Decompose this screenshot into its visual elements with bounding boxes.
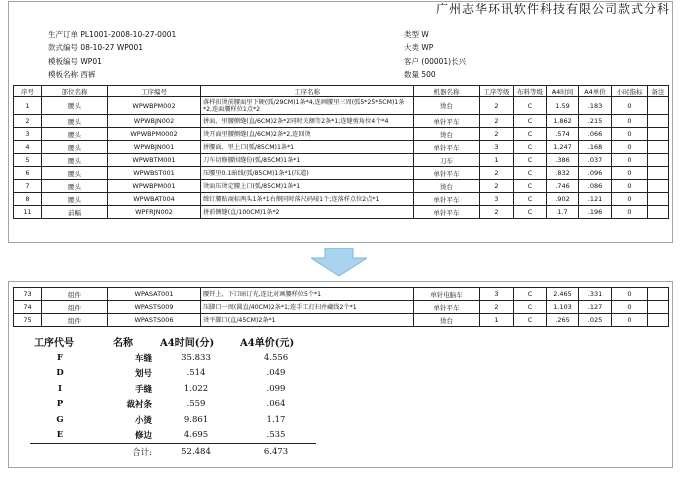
- summary-name: 车缝: [134, 353, 152, 364]
- cell-hour: 0: [612, 301, 648, 314]
- cell-time: 1.7: [547, 206, 579, 219]
- col-header: A4单价: [579, 86, 612, 97]
- col-header: 机器名称: [414, 86, 480, 97]
- cell-level: 2: [480, 128, 514, 141]
- cell-part: 腰头: [42, 141, 108, 154]
- cell-name: 烫开面里腰侧缝(直/6CM)2条*2,连回烫: [201, 128, 414, 141]
- cell-hour: 0: [612, 154, 648, 167]
- cell-fabric: C: [514, 167, 547, 180]
- cell-name: 腰钎上、下口暗订光,连比对画腰样位5个*1: [201, 288, 414, 301]
- cell-no: 1: [14, 97, 42, 115]
- cell-note: [648, 154, 669, 167]
- process-table-bottom: [13, 287, 669, 327]
- cell-level: 2: [480, 180, 514, 193]
- cell-time: .746: [547, 180, 579, 193]
- process-table-top: [13, 85, 669, 219]
- cell-hour: 0: [612, 206, 648, 219]
- cell-name: 拼前侧缝(直/100CM)1条*2: [201, 206, 414, 219]
- cell-code: WPWBJN002: [108, 115, 201, 128]
- cell-code: WPWBST001: [108, 167, 201, 180]
- cell-no: 75: [14, 314, 42, 327]
- cell-level: 1: [480, 314, 514, 327]
- summary-time: 35.833: [181, 352, 211, 363]
- cell-machine: 单针平车: [414, 141, 480, 154]
- table-row: [14, 141, 669, 154]
- cell-part: 腰头: [42, 180, 108, 193]
- summary-row: [30, 381, 316, 397]
- col-header: 工序等级: [480, 86, 514, 97]
- cell-name: 缉钉腰贴商标两头1条*1右侧同时落尺码唛1个;连落样点位2点*1: [201, 193, 414, 206]
- cell-part: 前幅: [42, 206, 108, 219]
- cell-no: 11: [14, 206, 42, 219]
- cell-price: .183: [579, 97, 612, 115]
- style-field: 款式编号 08-10-27 WP001: [48, 43, 144, 52]
- cell-machine: 烫台: [414, 180, 480, 193]
- cell-price: .066: [579, 128, 612, 141]
- summary-header: 工序代号: [34, 337, 74, 349]
- cell-code: WPASTS009: [108, 301, 201, 314]
- cell-machine: 烫台: [414, 97, 480, 115]
- cell-no: 5: [14, 154, 42, 167]
- cell-note: [648, 193, 669, 206]
- summary-code: E: [56, 430, 64, 441]
- total-label: 合计:: [90, 444, 156, 460]
- cell-price: .025: [579, 314, 612, 327]
- table-row: [14, 301, 669, 314]
- summary-row: [30, 350, 316, 366]
- down-arrow-icon: [311, 248, 367, 280]
- cell-price: .086: [579, 180, 612, 193]
- cell-time: .902: [547, 193, 579, 206]
- cell-fabric: C: [514, 97, 547, 115]
- summary-table: [30, 332, 316, 460]
- company-title: 广州志华环讯软件科技有限公司款式分科: [435, 2, 670, 16]
- cell-fabric: C: [514, 206, 547, 219]
- cell-hour: 0: [612, 288, 648, 301]
- cell-name: 拼腰面、里上口(弧/85CM)1条*1: [201, 141, 414, 154]
- summary-row: [30, 428, 316, 444]
- summary-time: .559: [186, 399, 206, 410]
- cell-time: 1.59: [547, 97, 579, 115]
- cell-name: 压脚口一周(圆直/40CM)2条*1;连手工打扫并藏线2个*1: [201, 301, 414, 314]
- cell-hour: 0: [612, 97, 648, 115]
- cell-price: .096: [579, 167, 612, 180]
- cell-hour: 0: [612, 128, 648, 141]
- col-header: 小时指标: [612, 86, 648, 97]
- summary-time: 9.861: [183, 414, 209, 425]
- cell-no: 8: [14, 193, 42, 206]
- summary-price: .099: [266, 383, 286, 394]
- cell-time: .574: [547, 128, 579, 141]
- cell-time: 1.103: [547, 301, 579, 314]
- summary-price: 1.17: [266, 414, 286, 425]
- cell-fabric: C: [514, 301, 547, 314]
- cell-fabric: C: [514, 288, 547, 301]
- cell-price: .196: [579, 206, 612, 219]
- cell-name: 压腰里0.1暗线(弧/85CM)1条*1(压道): [201, 167, 414, 180]
- cell-level: 3: [480, 193, 514, 206]
- col-header: 序号: [14, 86, 42, 97]
- cell-hour: 0: [612, 167, 648, 180]
- cell-name: 落样扣烫前腰面里下硬(弧/29CM)1条*4,连画腰里三周(弧5*25*5CM)1条*2,连面腰样位1点*2: [201, 97, 414, 115]
- cell-price: .127: [579, 301, 612, 314]
- cell-no: 73: [14, 288, 42, 301]
- cell-price: .037: [579, 154, 612, 167]
- summary-time: 1.022: [183, 383, 209, 394]
- cell-no: 3: [14, 128, 42, 141]
- cell-machine: 刀车: [414, 154, 480, 167]
- col-header: A4时间: [547, 86, 579, 97]
- cell-part: 腰头: [42, 167, 108, 180]
- table-row: [14, 193, 669, 206]
- cell-code: WPASTS006: [108, 314, 201, 327]
- cell-price: .121: [579, 193, 612, 206]
- total-price: 6.473: [236, 444, 316, 460]
- cell-part: 组件: [42, 288, 108, 301]
- summary-total-row: [30, 444, 316, 460]
- cell-hour: 0: [612, 314, 648, 327]
- cell-note: [648, 288, 669, 301]
- cell-code: WPFRJN002: [108, 206, 201, 219]
- cell-machine: 单针平车: [414, 206, 480, 219]
- cell-price: .215: [579, 115, 612, 128]
- cell-note: [648, 301, 669, 314]
- table-header-row: [14, 86, 669, 97]
- cell-level: 3: [480, 141, 514, 154]
- summary-row: [30, 412, 316, 428]
- col-header: 工序编号: [108, 86, 201, 97]
- summary-name: 修边: [134, 431, 152, 442]
- cell-note: [648, 115, 669, 128]
- cell-name: 拼面、里腰侧缝(直/6CM)2条*2同时关额等2条*1;连缝剪角位4个*4: [201, 115, 414, 128]
- col-header: 部位名称: [42, 86, 108, 97]
- table-row: [14, 154, 669, 167]
- cell-code: WPWBPM002: [108, 97, 201, 115]
- table-row: [14, 288, 669, 301]
- cell-machine: 单针电脑车: [414, 288, 480, 301]
- cell-fabric: C: [514, 193, 547, 206]
- cell-code: WPWBPM001: [108, 180, 201, 193]
- cell-price: .168: [579, 141, 612, 154]
- template-name-field: 模板名称 西裤: [48, 70, 96, 79]
- template-no-field: 模板编号 WP01: [48, 57, 102, 66]
- summary-price: .064: [266, 399, 286, 410]
- cell-time: 2.465: [547, 288, 579, 301]
- cell-machine: 单针平车: [414, 115, 480, 128]
- cell-machine: 烫台: [414, 128, 480, 141]
- cell-level: 2: [480, 97, 514, 115]
- cell-machine: 单针平车: [414, 193, 480, 206]
- cell-code: WPWBTM001: [108, 154, 201, 167]
- total-time: 52.484: [156, 444, 236, 460]
- cell-machine: 烫台: [414, 314, 480, 327]
- cell-part: 腰头: [42, 128, 108, 141]
- summary-header: A4时间(分): [160, 337, 215, 349]
- cell-fabric: C: [514, 141, 547, 154]
- cell-code: WPWBJN001: [108, 141, 201, 154]
- col-header: 工序名称: [201, 86, 414, 97]
- cell-no: 7: [14, 180, 42, 193]
- cell-note: [648, 128, 669, 141]
- summary-header: A4单价(元): [240, 337, 295, 349]
- table-row: [14, 206, 669, 219]
- cell-time: .386: [547, 154, 579, 167]
- cell-code: WPWBAT004: [108, 193, 201, 206]
- cell-name: 烫平脚口(直/45CM)2条*1: [201, 314, 414, 327]
- cell-part: 腰头: [42, 115, 108, 128]
- summary-name: 划号: [134, 369, 152, 380]
- table-row: [14, 128, 669, 141]
- summary-code: I: [58, 383, 62, 394]
- cell-fabric: C: [514, 180, 547, 193]
- order-field: 生产订单 PL1001-2008-10-27-0001: [48, 30, 177, 39]
- customer-field: 客户 (00001)长兴: [404, 57, 467, 66]
- summary-header: 名称: [113, 337, 133, 349]
- table-row: [14, 167, 669, 180]
- summary-code: G: [56, 414, 64, 425]
- cell-time: .832: [547, 167, 579, 180]
- cell-note: [648, 97, 669, 115]
- cell-time: .265: [547, 314, 579, 327]
- summary-price: .049: [266, 368, 286, 379]
- cell-note: [648, 314, 669, 327]
- cell-part: 腰头: [42, 193, 108, 206]
- cell-machine: 单针平车: [414, 301, 480, 314]
- summary-name: 小烫: [134, 415, 152, 426]
- cell-level: 2: [480, 115, 514, 128]
- cell-part: 腰头: [42, 154, 108, 167]
- cell-code: WPWBPM0002: [108, 128, 201, 141]
- summary-code: F: [56, 352, 64, 363]
- cell-part: 组件: [42, 314, 108, 327]
- cell-note: [648, 206, 669, 219]
- cell-note: [648, 141, 669, 154]
- cell-part: 组件: [42, 301, 108, 314]
- category-field: 大类 WP: [404, 43, 434, 52]
- cell-no: 2: [14, 115, 42, 128]
- table-row: [14, 115, 669, 128]
- table-row: [14, 314, 669, 327]
- summary-code: P: [56, 399, 64, 410]
- summary-code: D: [56, 368, 64, 379]
- summary-price: .535: [266, 430, 286, 441]
- cell-hour: 0: [612, 141, 648, 154]
- type-field: 类型 W: [404, 30, 429, 39]
- cell-code: WPASAT001: [108, 288, 201, 301]
- cell-no: 74: [14, 301, 42, 314]
- summary-row: [30, 397, 316, 413]
- cell-price: .331: [579, 288, 612, 301]
- cell-fabric: C: [514, 128, 547, 141]
- cell-no: 4: [14, 141, 42, 154]
- cell-time: 1.247: [547, 141, 579, 154]
- cell-level: 2: [480, 167, 514, 180]
- cell-note: [648, 180, 669, 193]
- cell-hour: 0: [612, 193, 648, 206]
- summary-name: 裁衬条: [126, 400, 152, 411]
- cell-level: 3: [480, 288, 514, 301]
- cell-level: 2: [480, 206, 514, 219]
- cell-name: 烫面压烫定腰上口(弧/85CM)1条*1: [201, 180, 414, 193]
- cell-hour: 0: [612, 180, 648, 193]
- quantity-field: 数量 500: [404, 70, 436, 79]
- cell-part: 腰头: [42, 97, 108, 115]
- cell-time: 1.862: [547, 115, 579, 128]
- col-header: 布料等级: [514, 86, 547, 97]
- cell-level: 1: [480, 154, 514, 167]
- cell-fabric: C: [514, 154, 547, 167]
- table-row: [14, 180, 669, 193]
- summary-price: 4.556: [263, 352, 289, 363]
- summary-time: 4.695: [183, 430, 209, 441]
- summary-time: .514: [186, 368, 206, 379]
- cell-hour: 0: [612, 115, 648, 128]
- col-header: 备注: [648, 86, 669, 97]
- table-row: [14, 97, 669, 115]
- summary-name: 手缝: [134, 384, 152, 395]
- summary-row: [30, 366, 316, 382]
- cell-fabric: C: [514, 115, 547, 128]
- cell-name: 刀车切修腰围缝份(弧/85CM)1条*1: [201, 154, 414, 167]
- cell-no: 6: [14, 167, 42, 180]
- cell-level: 2: [480, 301, 514, 314]
- cell-fabric: C: [514, 314, 547, 327]
- cell-note: [648, 167, 669, 180]
- cell-machine: 单针平车: [414, 167, 480, 180]
